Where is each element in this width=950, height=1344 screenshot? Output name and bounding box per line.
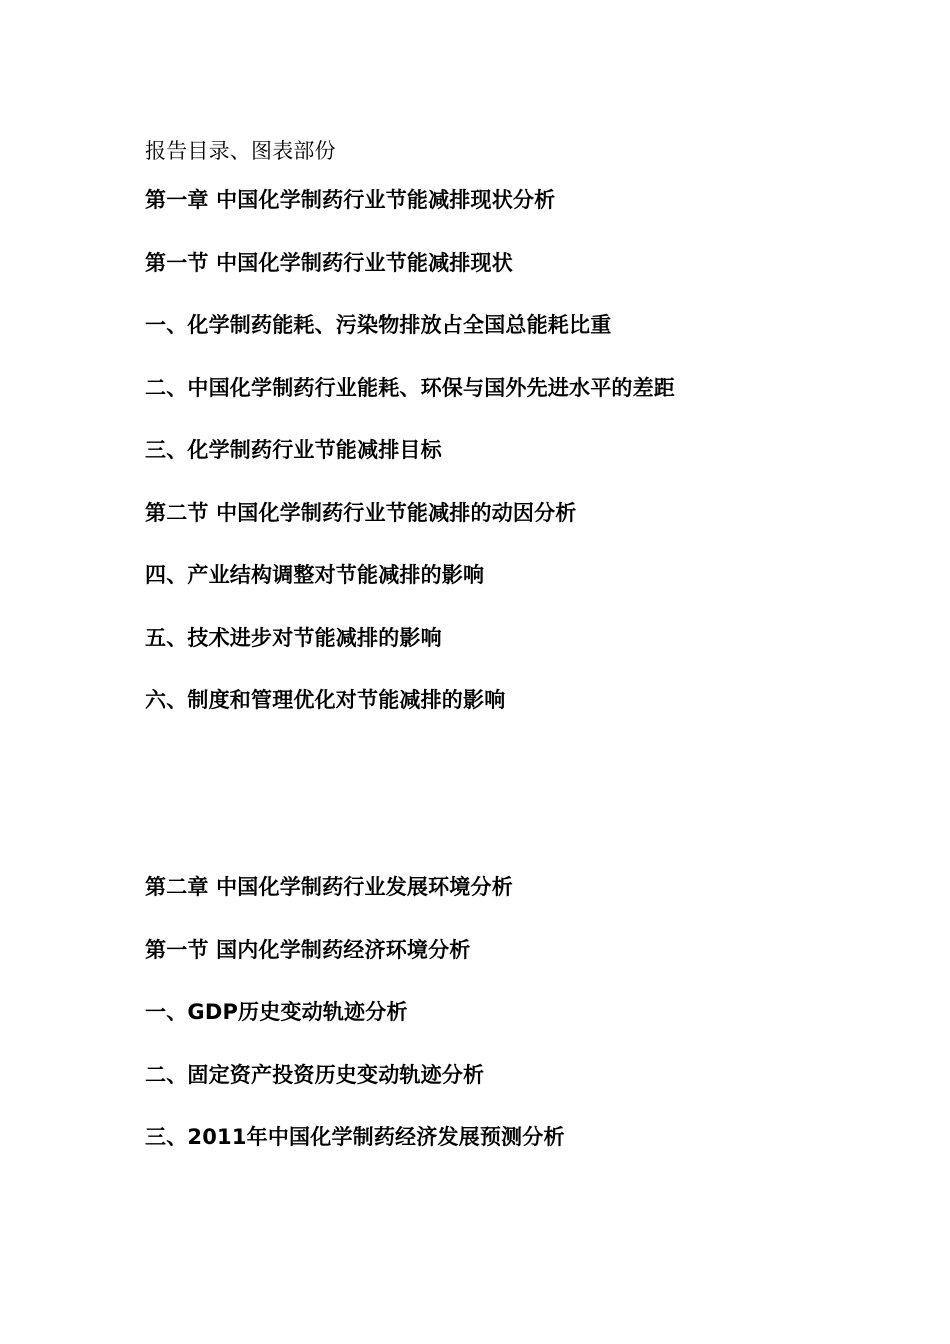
chapter-1-item-2: 二、中国化学制药行业能耗、环保与国外先进水平的差距 (145, 376, 675, 400)
chapter-1-item-5: 五、技术进步对节能减排的影响 (145, 626, 442, 650)
chapter-1-item-6: 六、制度和管理优化对节能减排的影响 (145, 688, 506, 712)
chapter-1-section-2-title: 第二节 中国化学制药行业节能减排的动因分析 (145, 501, 577, 525)
chapter-1-item-1: 一、化学制药能耗、污染物排放占全国总能耗比重 (145, 313, 612, 337)
chapter-1-section-1-title: 第一节 中国化学制药行业节能减排现状 (145, 251, 513, 275)
chapter-1-title: 第一章 中国化学制药行业节能减排现状分析 (145, 188, 556, 212)
chapter-1-item-3: 三、化学制药行业节能减排目标 (145, 438, 442, 462)
section-title: 报告目录、图表部份 (145, 139, 336, 163)
chapter-2-item-2: 二、固定资产投资历史变动轨迹分析 (145, 1063, 485, 1087)
chapter-1-item-4: 四、产业结构调整对节能减排的影响 (145, 563, 485, 587)
chapter-2-item-3: 三、2011年中国化学制药经济发展预测分析 (145, 1125, 565, 1149)
chapter-2-section-1-title: 第一节 国内化学制药经济环境分析 (145, 938, 471, 962)
chapter-2-title: 第二章 中国化学制药行业发展环境分析 (145, 875, 513, 899)
chapter-2-item-1: 一、GDP历史变动轨迹分析 (145, 1000, 408, 1024)
